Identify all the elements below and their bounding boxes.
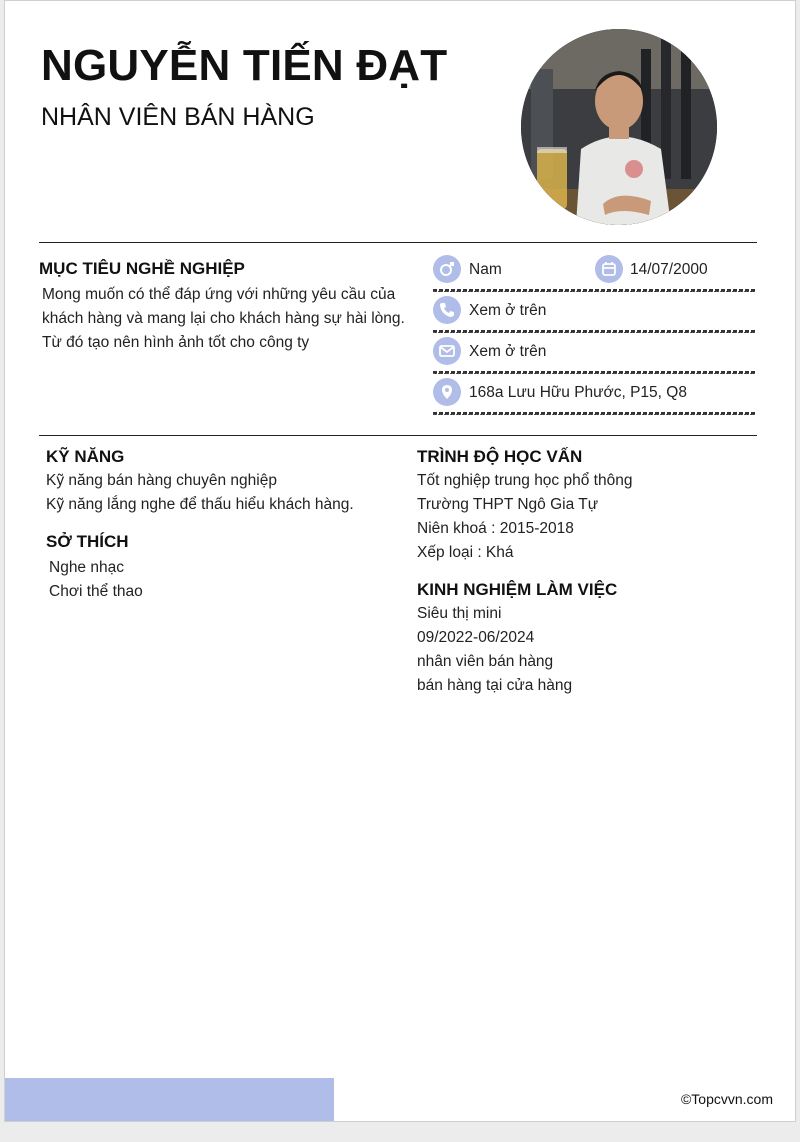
- list-item: Nghe nhạc: [49, 559, 124, 576]
- gender-icon: [433, 255, 461, 283]
- list-item: Niên khoá : 2015-2018: [417, 520, 574, 537]
- list-item: 09/2022-06/2024: [417, 629, 535, 646]
- list-item: Xếp loại : Khá: [417, 544, 514, 561]
- objective-line: khách hàng và mang lại cho khách hàng sự hài lòng.: [42, 310, 405, 327]
- contact-row-address: [433, 374, 755, 415]
- calendar-icon: [595, 255, 623, 283]
- experience-list: [417, 602, 572, 698]
- contact-row-phone: [433, 292, 755, 333]
- location-pin-icon: [433, 378, 461, 406]
- list-item: Siêu thị mini: [417, 605, 502, 622]
- footer-copyright: ©Topcvvn.com: [680, 1091, 773, 1107]
- list-item: bán hàng tại cửa hàng: [417, 677, 573, 694]
- avatar: [521, 29, 717, 225]
- phone-value: Xem ở trên: [469, 302, 547, 319]
- envelope-icon: [433, 337, 461, 365]
- cv-page: [4, 0, 796, 1122]
- education-title: TRÌNH ĐỘ HỌC VẤN: [417, 447, 583, 466]
- footer-accent-bar: [5, 1078, 334, 1122]
- experience-title: KINH NGHIỆM LÀM VIỆC: [417, 580, 618, 599]
- list-item: Kỹ năng lắng nghe để thấu hiểu khách hàng.: [46, 496, 354, 513]
- email-value: Xem ở trên: [469, 343, 547, 360]
- list-item: Trường THPT Ngô Gia Tự: [417, 496, 599, 513]
- education-list: [417, 469, 632, 565]
- dashed-separator: [433, 412, 755, 415]
- phone-icon: [433, 296, 461, 324]
- skills-title: KỸ NĂNG: [46, 447, 125, 466]
- address-value: 168a Lưu Hữu Phước, P15, Q8: [469, 384, 687, 401]
- avatar-photo: [521, 29, 717, 225]
- birthday-value: 14/07/2000: [630, 261, 708, 278]
- contact-row-email: [433, 333, 755, 374]
- list-item: nhân viên bán hàng: [417, 653, 554, 670]
- contact-row-gender-birthday: [433, 251, 755, 292]
- list-item: Tốt nghiệp trung học phổ thông: [417, 472, 633, 489]
- hobbies-title: SỞ THÍCH: [46, 532, 129, 551]
- hobbies-list: [49, 556, 143, 604]
- skills-list: [46, 469, 354, 517]
- list-item: Kỹ năng bán hàng chuyên nghiệp: [46, 472, 277, 489]
- objective-title: MỤC TIÊU NGHỀ NGHIỆP: [39, 259, 245, 278]
- candidate-name: NGUYỄN TIẾN ĐẠT: [41, 41, 448, 90]
- objective-line: Từ đó tạo nên hình ảnh tốt cho công ty: [42, 334, 310, 351]
- objective-text: [42, 283, 422, 355]
- objective-line: Mong muốn có thể đáp ứng với những yêu cầu của: [42, 286, 396, 303]
- job-title: NHÂN VIÊN BÁN HÀNG: [41, 103, 315, 131]
- divider-top: [39, 242, 757, 243]
- gender-value: Nam: [469, 261, 502, 278]
- divider-middle: [39, 435, 757, 436]
- list-item: Chơi thể thao: [49, 583, 143, 600]
